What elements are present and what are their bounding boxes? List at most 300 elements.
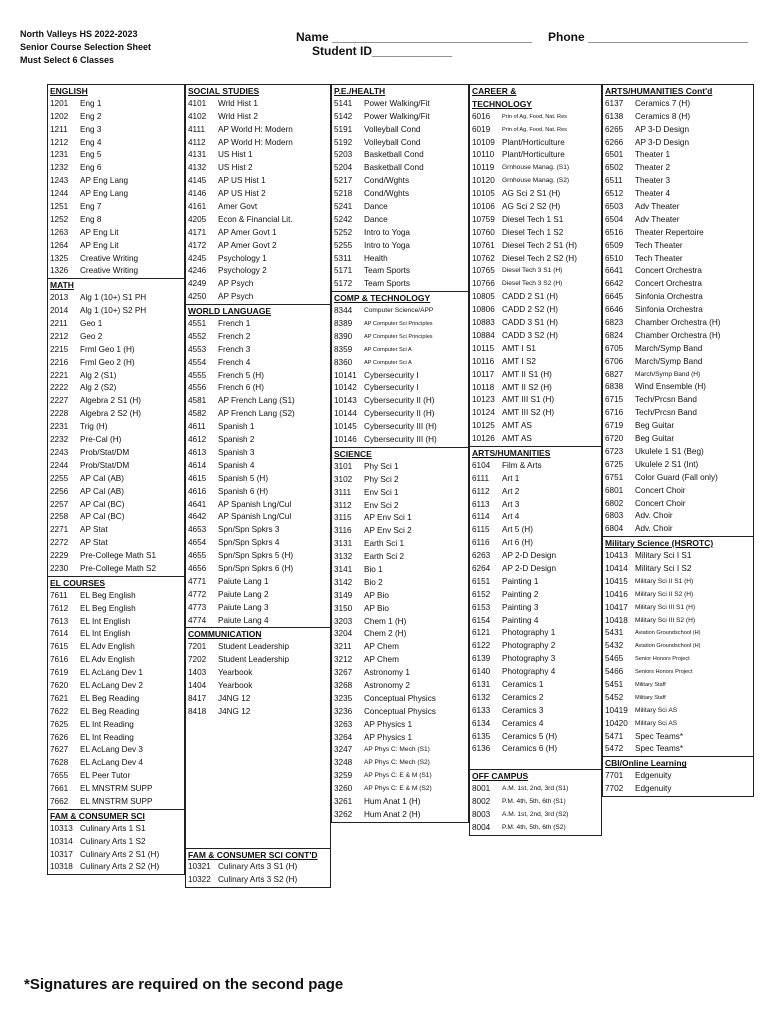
course-row[interactable] [186, 783, 330, 796]
course-row[interactable] [332, 278, 468, 291]
course-row[interactable] [603, 472, 753, 485]
course-row[interactable] [470, 382, 601, 395]
course-row[interactable] [186, 357, 330, 370]
course-row[interactable] [603, 201, 753, 214]
course-row[interactable] [186, 395, 330, 408]
course-row[interactable] [603, 381, 753, 394]
course-name: AP Phys C: Mech (S2) [364, 759, 430, 767]
course-row[interactable] [470, 149, 601, 162]
course-row[interactable] [603, 433, 753, 446]
course-row[interactable] [332, 796, 468, 809]
course-row[interactable] [332, 382, 468, 395]
course-row[interactable] [470, 356, 601, 369]
course-row[interactable] [186, 550, 330, 563]
course-row[interactable] [186, 706, 330, 719]
course-row[interactable] [603, 188, 753, 201]
course-row[interactable] [48, 757, 184, 770]
course-row[interactable] [48, 318, 184, 331]
course-code: 7619 [50, 668, 69, 678]
course-row[interactable] [332, 577, 468, 590]
course-row[interactable] [48, 524, 184, 537]
course-row[interactable] [332, 525, 468, 538]
course-row[interactable] [332, 344, 468, 357]
course-row[interactable] [470, 486, 601, 499]
course-row[interactable] [332, 732, 468, 745]
course-row[interactable] [332, 809, 468, 822]
course-row[interactable] [332, 744, 468, 757]
course-row[interactable] [470, 796, 601, 809]
course-row[interactable] [48, 836, 184, 849]
course-row[interactable] [186, 149, 330, 162]
course-row[interactable] [332, 641, 468, 654]
course-row[interactable] [603, 731, 753, 744]
course-code: 6115 [472, 525, 490, 535]
course-row[interactable] [470, 499, 601, 512]
course-row[interactable] [332, 124, 468, 137]
course-row[interactable] [48, 744, 184, 757]
course-row[interactable] [603, 149, 753, 162]
course-row[interactable] [470, 653, 601, 666]
course-row[interactable] [603, 602, 753, 615]
course-row[interactable] [48, 357, 184, 370]
course-row[interactable] [186, 111, 330, 124]
course-row[interactable] [48, 590, 184, 603]
course-row[interactable] [470, 756, 601, 769]
course-row[interactable] [603, 124, 753, 137]
course-row[interactable] [186, 318, 330, 331]
course-row[interactable] [332, 474, 468, 487]
course-row[interactable] [470, 214, 601, 227]
course-row[interactable] [48, 628, 184, 641]
course-row[interactable] [332, 538, 468, 551]
course-row[interactable] [332, 487, 468, 500]
course-row[interactable] [470, 124, 601, 137]
course-row[interactable] [48, 98, 184, 111]
course-row[interactable] [48, 137, 184, 150]
course-row[interactable] [470, 317, 601, 330]
course-row[interactable] [603, 227, 753, 240]
course-code: 6016 [472, 111, 491, 121]
course-row[interactable] [48, 382, 184, 395]
course-row[interactable] [603, 770, 753, 783]
course-name: AP Phys C: Mech (S1) [364, 746, 430, 754]
course-row[interactable] [332, 461, 468, 474]
course-row[interactable] [603, 369, 753, 382]
course-row[interactable] [48, 162, 184, 175]
course-name: AG Sci 2 S1 (H) [502, 189, 561, 199]
course-row[interactable] [332, 667, 468, 680]
course-row[interactable] [332, 137, 468, 150]
course-row[interactable] [603, 523, 753, 536]
course-row[interactable] [48, 305, 184, 318]
course-row[interactable] [186, 460, 330, 473]
course-row[interactable] [603, 137, 753, 150]
course-row[interactable] [48, 706, 184, 719]
course-row[interactable] [186, 214, 330, 227]
course-row[interactable] [603, 615, 753, 628]
course-row[interactable] [603, 175, 753, 188]
course-row[interactable] [186, 240, 330, 253]
course-row[interactable] [332, 318, 468, 331]
course-row[interactable] [48, 499, 184, 512]
course-row[interactable] [603, 240, 753, 253]
course-row[interactable] [470, 369, 601, 382]
course-row[interactable] [48, 473, 184, 486]
course-row[interactable] [332, 188, 468, 201]
course-name: US Hist 1 [218, 150, 253, 160]
course-row[interactable] [603, 692, 753, 705]
course-row[interactable] [332, 370, 468, 383]
course-row[interactable] [603, 356, 753, 369]
course-row[interactable] [332, 603, 468, 616]
course-row[interactable] [603, 576, 753, 589]
course-row[interactable] [186, 757, 330, 770]
course-row[interactable] [470, 111, 601, 124]
course-row[interactable] [603, 98, 753, 111]
course-row[interactable] [332, 149, 468, 162]
course-row[interactable] [470, 731, 601, 744]
course-row[interactable] [470, 705, 601, 718]
course-row[interactable] [48, 395, 184, 408]
course-row[interactable] [186, 124, 330, 137]
course-row[interactable] [470, 420, 601, 433]
course-row[interactable] [186, 680, 330, 693]
course-row[interactable] [186, 447, 330, 460]
course-row[interactable] [470, 550, 601, 563]
course-row[interactable] [470, 743, 601, 756]
course-row[interactable] [186, 861, 330, 874]
course-row[interactable] [332, 98, 468, 111]
course-row[interactable] [48, 201, 184, 214]
course-row[interactable] [186, 667, 330, 680]
course-row[interactable] [603, 679, 753, 692]
course-row[interactable] [332, 564, 468, 577]
course-row[interactable] [186, 589, 330, 602]
course-row[interactable] [470, 343, 601, 356]
course-row[interactable] [470, 291, 601, 304]
course-row[interactable] [332, 434, 468, 447]
course-row[interactable] [332, 214, 468, 227]
course-row[interactable] [470, 615, 601, 628]
course-row[interactable] [186, 874, 330, 887]
course-row[interactable] [603, 420, 753, 433]
course-row[interactable] [332, 706, 468, 719]
course-row[interactable] [332, 253, 468, 266]
course-row[interactable] [48, 111, 184, 124]
course-row[interactable] [48, 849, 184, 862]
course-row[interactable] [603, 343, 753, 356]
course-row[interactable] [186, 654, 330, 667]
course-row[interactable] [332, 111, 468, 124]
course-row[interactable] [603, 394, 753, 407]
course-row[interactable] [186, 693, 330, 706]
course-row[interactable] [186, 227, 330, 240]
course-row[interactable] [470, 278, 601, 291]
course-row[interactable] [470, 137, 601, 150]
course-row[interactable] [603, 265, 753, 278]
course-row[interactable] [186, 473, 330, 486]
course-row[interactable] [470, 822, 601, 835]
course-row[interactable] [603, 743, 753, 756]
course-row[interactable] [603, 550, 753, 563]
course-code: 6511 [605, 176, 623, 186]
course-row[interactable] [48, 783, 184, 796]
course-row[interactable] [48, 344, 184, 357]
course-row[interactable] [186, 137, 330, 150]
course-row[interactable] [470, 201, 601, 214]
course-row[interactable] [470, 783, 601, 796]
course-row[interactable] [186, 796, 330, 809]
course-name: Spec Teams* [635, 731, 684, 741]
course-row[interactable] [603, 718, 753, 731]
course-row[interactable] [470, 692, 601, 705]
course-row[interactable] [48, 667, 184, 680]
course-row[interactable] [470, 394, 601, 407]
course-row[interactable] [48, 460, 184, 473]
course-row[interactable] [186, 770, 330, 783]
course-row[interactable] [603, 510, 753, 523]
course-row[interactable] [186, 835, 330, 848]
course-row[interactable] [332, 654, 468, 667]
course-row[interactable] [48, 408, 184, 421]
course-row[interactable] [332, 680, 468, 693]
course-row[interactable] [186, 265, 330, 278]
course-row[interactable] [48, 149, 184, 162]
course-name: Geo 1 [80, 319, 103, 329]
course-row[interactable] [48, 227, 184, 240]
course-row[interactable] [48, 292, 184, 305]
course-code: 10106 [472, 202, 495, 212]
course-row[interactable] [48, 537, 184, 550]
course-row[interactable] [186, 408, 330, 421]
course-row[interactable] [332, 500, 468, 513]
course-row[interactable] [186, 382, 330, 395]
course-row[interactable] [186, 576, 330, 589]
course-row[interactable] [603, 640, 753, 653]
course-row[interactable] [603, 111, 753, 124]
course-row[interactable] [470, 627, 601, 640]
course-row[interactable] [470, 666, 601, 679]
name-field[interactable]: Name ______________________________ [296, 30, 533, 44]
course-row[interactable] [332, 512, 468, 525]
course-row[interactable] [48, 563, 184, 576]
course-row[interactable] [186, 253, 330, 266]
course-row[interactable] [470, 162, 601, 175]
course-row[interactable] [48, 719, 184, 732]
course-row[interactable] [603, 705, 753, 718]
course-row[interactable] [48, 188, 184, 201]
course-row[interactable] [332, 175, 468, 188]
course-row[interactable] [470, 589, 601, 602]
course-name: Frml Geo 2 (H) [80, 357, 135, 367]
course-row[interactable] [603, 317, 753, 330]
course-row[interactable] [48, 511, 184, 524]
course-name: AMT II S2 (H) [502, 382, 552, 392]
course-row[interactable] [470, 640, 601, 653]
student-id-field[interactable]: Student ID____________ [312, 44, 453, 58]
course-row[interactable] [332, 240, 468, 253]
course-row[interactable] [186, 278, 330, 291]
course-row[interactable] [603, 653, 753, 666]
course-row[interactable] [332, 162, 468, 175]
course-row[interactable] [470, 175, 601, 188]
course-row[interactable] [470, 809, 601, 822]
course-row[interactable] [186, 732, 330, 745]
course-row[interactable] [186, 188, 330, 201]
course-row[interactable] [603, 783, 753, 796]
course-row[interactable] [186, 809, 330, 822]
course-row[interactable] [603, 563, 753, 576]
course-row[interactable] [332, 305, 468, 318]
course-row[interactable] [186, 175, 330, 188]
course-row[interactable] [470, 563, 601, 576]
course-row[interactable] [332, 628, 468, 641]
course-row[interactable] [186, 719, 330, 732]
course-row[interactable] [48, 486, 184, 499]
course-row[interactable] [470, 473, 601, 486]
course-row[interactable] [470, 460, 601, 473]
course-row[interactable] [470, 576, 601, 589]
course-row[interactable] [470, 304, 601, 317]
course-row[interactable] [186, 434, 330, 447]
course-row[interactable] [603, 162, 753, 175]
course-code: 7201 [188, 642, 207, 652]
phone-field[interactable]: Phone ________________________ [548, 30, 749, 44]
course-row[interactable] [332, 590, 468, 603]
course-row[interactable] [603, 446, 753, 459]
course-row[interactable] [470, 511, 601, 524]
course-code: 4653 [188, 525, 207, 535]
course-row[interactable] [186, 822, 330, 835]
course-row[interactable] [48, 654, 184, 667]
course-name: Amer Govt [218, 202, 258, 212]
course-row[interactable] [48, 447, 184, 460]
course-row[interactable] [332, 357, 468, 370]
course-row[interactable] [332, 770, 468, 783]
course-row[interactable] [470, 433, 601, 446]
course-row[interactable] [470, 240, 601, 253]
course-row[interactable] [603, 666, 753, 679]
course-row[interactable] [48, 550, 184, 563]
course-row[interactable] [470, 718, 601, 731]
course-row[interactable] [470, 253, 601, 266]
course-row[interactable] [603, 627, 753, 640]
course-row[interactable] [48, 603, 184, 616]
course-row[interactable] [332, 265, 468, 278]
course-row[interactable] [603, 498, 753, 511]
course-row[interactable] [48, 253, 184, 266]
course-row[interactable] [186, 524, 330, 537]
course-row[interactable] [48, 796, 184, 809]
course-row[interactable] [186, 511, 330, 524]
course-code: 4553 [188, 344, 207, 354]
course-row[interactable] [332, 408, 468, 421]
course-row[interactable] [186, 563, 330, 576]
course-row[interactable] [603, 589, 753, 602]
course-row[interactable] [470, 227, 601, 240]
course-row[interactable] [48, 770, 184, 783]
course-row[interactable] [48, 732, 184, 745]
course-code: 3203 [334, 616, 353, 626]
course-row[interactable] [332, 783, 468, 796]
course-row[interactable] [186, 744, 330, 757]
course-name: Ceramics 6 (H) [502, 744, 558, 754]
course-row[interactable] [48, 124, 184, 137]
course-row[interactable] [186, 370, 330, 383]
course-row[interactable] [48, 370, 184, 383]
course-row[interactable] [186, 486, 330, 499]
course-row[interactable] [603, 214, 753, 227]
course-row[interactable] [603, 407, 753, 420]
course-row[interactable] [332, 421, 468, 434]
course-row[interactable] [186, 291, 330, 304]
course-row[interactable] [48, 214, 184, 227]
course-code: 6720 [605, 434, 624, 444]
course-row[interactable] [470, 330, 601, 343]
course-row[interactable] [48, 175, 184, 188]
course-row[interactable] [332, 395, 468, 408]
course-row[interactable] [332, 201, 468, 214]
course-row[interactable] [186, 602, 330, 615]
course-row[interactable] [186, 98, 330, 111]
course-row[interactable] [603, 291, 753, 304]
course-row[interactable] [186, 641, 330, 654]
course-row[interactable] [470, 524, 601, 537]
course-row[interactable] [332, 757, 468, 770]
course-row[interactable] [186, 162, 330, 175]
course-row[interactable] [48, 693, 184, 706]
course-row[interactable] [603, 330, 753, 343]
course-row[interactable] [603, 304, 753, 317]
course-row[interactable] [332, 693, 468, 706]
course-row[interactable] [332, 227, 468, 240]
course-row[interactable] [603, 485, 753, 498]
course-row[interactable] [603, 278, 753, 291]
course-row[interactable] [186, 537, 330, 550]
course-row[interactable] [48, 616, 184, 629]
course-row[interactable] [48, 265, 184, 278]
course-row[interactable] [603, 459, 753, 472]
course-row[interactable] [48, 861, 184, 874]
course-row[interactable] [332, 719, 468, 732]
course-row[interactable] [48, 331, 184, 344]
course-row[interactable] [470, 407, 601, 420]
course-row[interactable] [186, 331, 330, 344]
course-row[interactable] [470, 679, 601, 692]
course-row[interactable] [48, 641, 184, 654]
course-row[interactable] [186, 499, 330, 512]
course-row[interactable] [48, 421, 184, 434]
course-code: 3263 [334, 719, 353, 729]
course-row[interactable] [186, 421, 330, 434]
course-row[interactable] [48, 823, 184, 836]
course-row[interactable] [332, 331, 468, 344]
course-row[interactable] [332, 551, 468, 564]
course-row[interactable] [48, 434, 184, 447]
course-row[interactable] [470, 537, 601, 550]
course-row[interactable] [470, 602, 601, 615]
course-row[interactable] [470, 188, 601, 201]
course-row[interactable] [470, 265, 601, 278]
course-row[interactable] [186, 615, 330, 628]
course-row[interactable] [48, 680, 184, 693]
selection-requirement: Must Select 6 Classes [20, 55, 115, 65]
course-row[interactable] [186, 344, 330, 357]
course-row[interactable] [48, 240, 184, 253]
course-row[interactable] [603, 253, 753, 266]
course-row[interactable] [332, 616, 468, 629]
course-row[interactable] [186, 201, 330, 214]
